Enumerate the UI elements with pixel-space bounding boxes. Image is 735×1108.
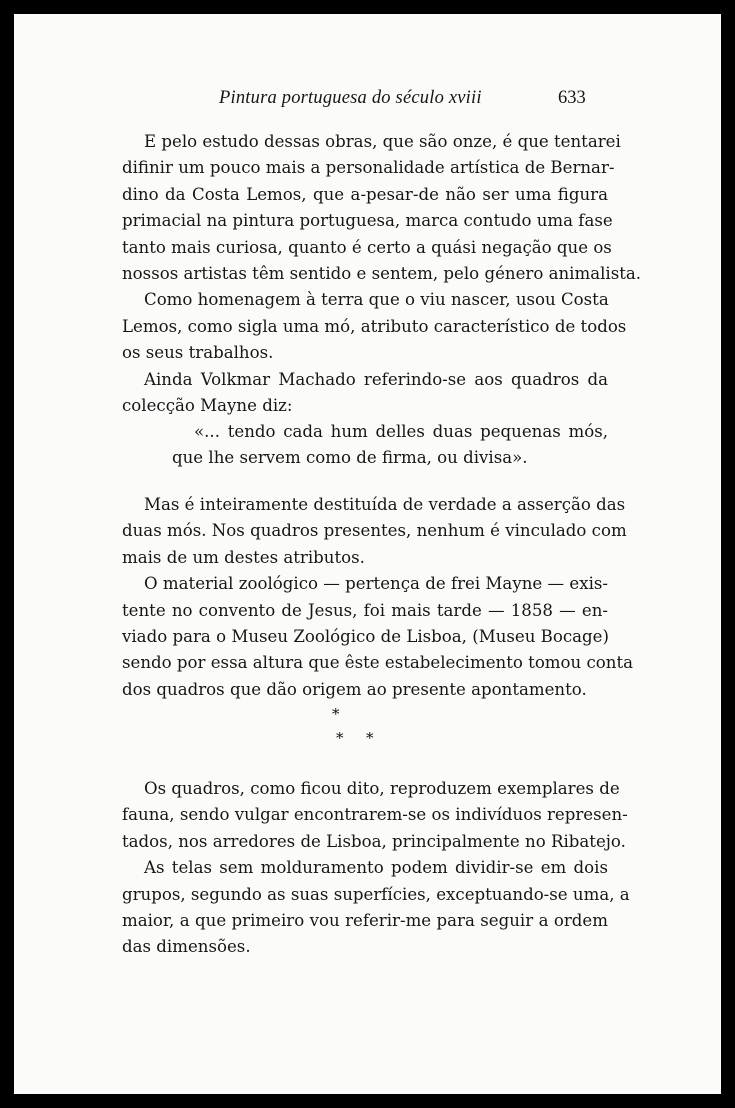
- text-line: Os quadros, como ficou dito, reproduzem exemplares de: [144, 779, 620, 798]
- text-line: fauna, sendo vulgar encontrarem-se os indivíduos represen-: [122, 805, 628, 825]
- text-line: primacial na pintura portuguesa, marca contudo uma fase: [122, 211, 613, 231]
- quote-line: que lhe servem como de firma, ou divisa».: [172, 448, 528, 468]
- text-line: tente no convento de Jesus, foi mais tarde — 1858 — en-: [122, 600, 608, 620]
- text-line: sendo por essa altura que êste estabelecimento tomou conta: [122, 653, 634, 673]
- text-line: dino da Costa Lemos, que a-pesar-de não ser uma figura: [122, 184, 608, 204]
- text-line: nossos artistas têm sentido e sentem, pelo género animalista.: [122, 263, 642, 283]
- book-page: [14, 14, 721, 1094]
- text-line: difinir um pouco mais a personalidade artística de Bernar-: [122, 158, 615, 178]
- text-line: grupos, segundo as suas superfícies, exceptuando-se uma, a: [122, 884, 630, 904]
- quote-line: «... tendo cada hum delles duas pequenas mós,: [194, 422, 608, 441]
- asterisk-mark: *: [336, 729, 344, 747]
- text-line: As telas sem molduramento podem dividir-se em dois: [144, 858, 608, 878]
- text-line: colecção Mayne diz:: [122, 395, 293, 415]
- asterisk-mark: *: [332, 705, 340, 723]
- text-line: das dimensões.: [122, 937, 251, 957]
- asterisk-mark: *: [366, 729, 374, 747]
- text-line: os seus trabalhos.: [122, 343, 274, 363]
- text-line: Lemos, como sigla uma mó, atributo característico de todos: [122, 316, 627, 336]
- text-line: O material zoológico — pertença de frei Mayne — exis-: [144, 574, 608, 594]
- running-title: Pintura portuguesa do século xviii: [219, 88, 482, 108]
- text-line: maior, a que primeiro vou referir-me para seguir a ordem: [122, 910, 608, 930]
- block-quote: [172, 419, 608, 472]
- text-line: dos quadros que dão origem ao presente apontamento.: [122, 679, 587, 699]
- section-separator: [14, 704, 721, 754]
- paragraph-block-3: [122, 776, 630, 961]
- page-number: 633: [558, 88, 586, 108]
- page-header: [14, 88, 721, 114]
- text-line: tados, nos arredores de Lisboa, principalmente no Ribatejo.: [122, 831, 626, 851]
- text-line: duas mós. Nos quadros presentes, nenhum é vinculado com: [122, 521, 627, 541]
- text-line: Mas é inteiramente destituída de verdade a asserção das: [144, 495, 626, 514]
- text-line: Ainda Volkmar Machado referindo-se aos quadros da: [144, 369, 608, 389]
- text-line: tanto mais curiosa, quanto é certo a quási negação que os: [122, 237, 612, 257]
- paragraph-block-1: [122, 129, 642, 419]
- text-line: viado para o Museu Zoológico de Lisboa, (Museu Bocage): [122, 626, 609, 646]
- text-line: Como homenagem à terra que o viu nascer, usou Costa: [144, 290, 609, 310]
- text-line: mais de um destes atributos.: [122, 547, 365, 567]
- paragraph-block-2: [122, 492, 634, 703]
- text-line: E pelo estudo dessas obras, que são onze, é que tentarei: [144, 132, 621, 151]
